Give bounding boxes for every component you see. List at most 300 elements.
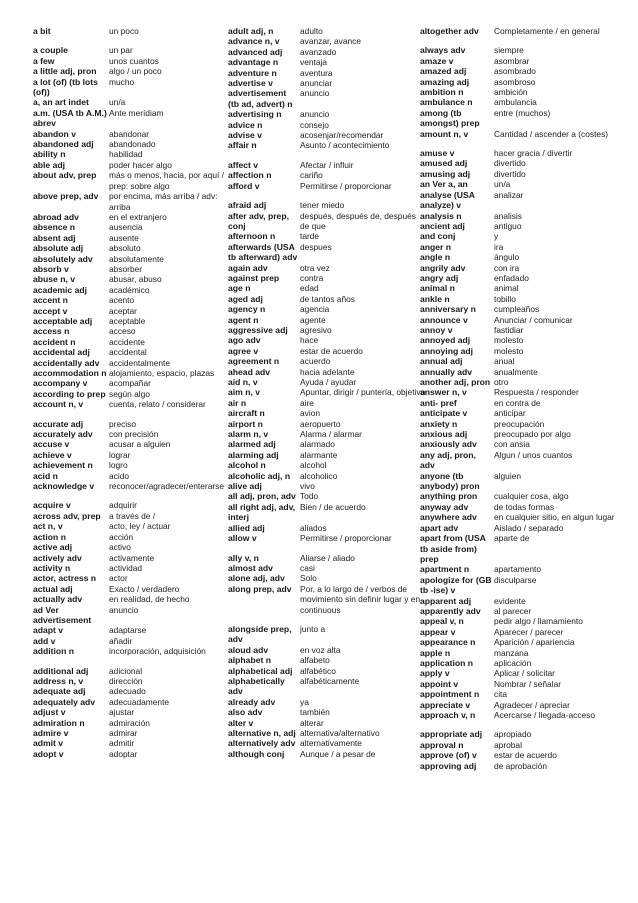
vocab-entry [33,326,233,336]
english-term: admire v [33,728,69,738]
vocab-entry [420,729,632,739]
english-term: amazed adj [420,66,467,77]
vocab-entry [33,368,233,378]
vocab-entry [228,450,426,460]
english-term: air n [228,397,247,408]
vocab-entry [420,356,632,366]
spanish-translation: cumpleaños [494,304,540,315]
vocabulary-column-3 [420,26,632,771]
section-gap [228,615,426,624]
spanish-translation: aventura [300,67,333,78]
vocab-entry [228,294,426,304]
vocab-entry [33,511,233,521]
spanish-translation: poder hacer algo [109,159,172,170]
vocab-entry [33,389,233,399]
english-term: ago adv [228,335,261,346]
english-term: abandoned adj [33,139,94,150]
spanish-translation: agencia [300,304,330,315]
vocab-entry [33,594,233,604]
english-term: alphabetically adv [228,675,285,697]
english-term: acid n [33,470,58,481]
english-term: analysis n [420,210,462,221]
english-term: agent n [228,314,259,325]
vocab-entry [33,285,233,295]
vocab-entry [228,491,426,501]
spanish-translation: acuerdo [300,356,331,367]
english-term: affair n [228,140,257,151]
spanish-translation: cuenta, relato / considerar [109,399,206,410]
spanish-translation: alcohol [300,460,327,471]
spanish-translation: asombrado [494,66,536,77]
english-term: afternoon n [228,231,276,242]
spanish-translation: Ayuda / ayudar [300,377,357,387]
english-term: aged adj [228,293,263,304]
vocab-entry [228,624,426,645]
english-term: amazing adj [420,76,470,87]
english-term: advertise v [228,78,273,89]
vocab-entry [33,45,233,55]
vocab-entry [33,337,233,347]
english-term: according to prep [33,388,106,399]
vocab-entry [228,283,426,293]
spanish-translation: agente [300,314,326,325]
vocab-entry [228,645,426,655]
vocab-entry [33,316,233,326]
vocab-entry [228,419,426,429]
vocab-entry [420,564,632,574]
english-term: agency n [228,304,266,315]
vocab-entry [420,66,632,76]
spanish-translation: agresivo [300,324,332,335]
vocab-entry [228,78,426,88]
spanish-translation: Nombrar / señalar [494,678,562,689]
spanish-translation: estar de acuerdo [494,750,557,761]
english-term: absent adj [33,232,76,243]
english-term: alcoholic adj, n [228,470,291,481]
english-term: again adv [228,262,268,273]
english-term: apartment n [420,564,470,575]
spanish-translation: actividad [109,562,143,573]
spanish-translation: apropiado [494,729,532,740]
spanish-translation: y [494,231,499,242]
vocab-entry [33,584,233,594]
spanish-translation: absoluto [109,243,141,254]
vocab-entry [228,398,426,408]
english-term: ad Ver advertisement [33,604,92,625]
vocab-entry [420,575,632,596]
vocab-entry [33,471,233,481]
vocab-entry [33,358,233,368]
english-term: actually adv [33,594,83,605]
english-term: admiration n [33,717,85,728]
english-term: anyone (tb anybody) pron [420,470,480,492]
spanish-translation: en realidad, de hecho [109,594,190,605]
english-term: a, an art indet [33,97,89,108]
english-term: anti- pref [420,397,457,408]
english-term: ankle n [420,293,450,304]
english-term: alarming adj [228,449,279,460]
spanish-translation: añadir [109,635,133,646]
vocab-entry [33,481,233,491]
spanish-translation: Permitirse / proporcionar [300,180,392,191]
vocab-entry [420,346,632,356]
english-term: a few [33,55,55,66]
english-term: accurate adj [33,418,84,429]
english-term: analyse (USA analyze) v [420,189,475,211]
spanish-translation: según algo [109,388,150,399]
spanish-translation: habilidad [109,149,143,160]
vocab-entry [33,26,233,36]
vocab-entry [228,460,426,470]
spanish-translation: acosenjar/recomendar [300,130,384,141]
spanish-translation: alfabeto [300,655,330,666]
spanish-translation: Cantidad / ascender a (costes) [494,128,609,139]
english-term: advice n [228,119,263,130]
vocab-entry [33,254,233,264]
english-term: achievement n [33,460,93,471]
spanish-translation: aceptar [109,305,137,316]
spanish-translation: siempre [494,45,524,56]
vocab-entry [228,408,426,418]
vocab-entry [228,728,426,738]
spanish-translation: Por, a lo largo de / verbos de movimiento sin definir lugar y en continuous [300,583,421,615]
english-term: apart from (USA tb aside from) prep [420,533,486,564]
english-term: adopt v [33,748,64,759]
vocab-entry [228,666,426,676]
english-term: aircraft n [228,408,265,419]
spanish-translation: un/a [109,97,126,108]
vocab-entry [33,707,233,717]
vocab-entry [420,491,632,501]
english-term: agree v [228,345,259,356]
english-term: abandon v [33,128,76,139]
vocab-entry [33,347,233,357]
vocab-entry [33,274,233,284]
english-term: also adv [228,707,263,718]
vocab-entry [228,200,426,210]
spanish-translation: anuncio [109,604,139,615]
vocab-entry [33,378,233,388]
english-term: absence n [33,222,76,233]
vocab-entry [228,707,426,717]
spanish-translation: dirección [109,675,143,686]
english-term: a couple [33,45,68,56]
vocab-entry [33,563,233,573]
vocab-entry [33,646,233,656]
spanish-translation: Todo [300,491,319,502]
vocab-entry [228,68,426,78]
spanish-translation: ventaja [300,57,328,68]
vocab-entry [33,419,233,429]
english-term: amaze v [420,55,454,66]
spanish-translation: acción [109,531,134,542]
spanish-translation: preciso [109,418,136,429]
vocab-entry [420,679,632,689]
vocab-entry [33,56,233,66]
spanish-translation: Respuesta / responder [494,387,579,398]
vocab-entry [33,718,233,728]
vocab-entry [228,315,426,325]
vocab-entry [420,304,632,314]
english-term: active adj [33,542,73,553]
vocab-entry [33,139,233,149]
vocab-entry [420,242,632,252]
english-term: anxiously adv [420,439,477,450]
spanish-translation: a través de / [109,510,156,521]
vocab-entry [33,500,233,510]
spanish-translation: alarmado [300,439,335,450]
english-term: an Ver a, an [420,179,468,190]
english-term: already adv [228,696,276,707]
english-term: ahead adv [228,366,271,377]
english-term: admit v [33,738,64,749]
spanish-translation: Algun / unos cuantos [494,449,573,460]
english-term: accuse v [33,439,70,450]
english-term: abroad adv [33,211,79,222]
spanish-translation: anual [494,356,515,367]
english-term: a little adj, pron [33,66,97,77]
english-term: approving adj [420,760,477,771]
english-term: anger n [420,241,452,252]
vocab-entry [420,387,632,397]
spanish-translation: Solo [300,573,317,584]
english-term: aid n, v [228,377,258,387]
spanish-translation: animal [494,283,519,294]
vocab-entry [420,263,632,273]
spanish-translation: ambición [494,87,528,98]
vocab-entry [420,190,632,211]
spanish-translation: ausencia [109,222,143,233]
spanish-translation: cualquier cosa, algo [494,491,569,502]
english-term: appreciate v [420,699,471,710]
spanish-translation: molesto [494,345,524,356]
spanish-translation: alternativamente [300,738,362,749]
english-term: add v [33,635,56,646]
spanish-translation: ya [300,696,309,707]
spanish-translation: consejo [300,119,329,130]
spanish-translation: enfadado [494,272,529,283]
vocab-entry [420,87,632,97]
spanish-translation: actor [109,573,128,584]
vocab-entry [33,676,233,686]
vocab-entry [33,749,233,759]
vocab-entry [420,750,632,760]
spanish-translation: un poco [109,26,139,36]
spanish-translation: asombroso [494,76,536,87]
spanish-translation: de todas formas [494,501,555,512]
vocab-entry [33,666,233,676]
vocab-entry [33,295,233,305]
vocab-entry [420,658,632,668]
english-term: about adv, prep [33,170,97,181]
spanish-translation: asombrar [494,55,530,66]
spanish-translation: analisis [494,210,522,221]
english-term: afford v [228,180,260,191]
spanish-translation: anuncio [300,109,330,120]
english-term: ambition n [420,87,464,98]
spanish-translation: Aparecer / parecer [494,626,564,637]
spanish-translation: accidental [109,347,147,358]
spanish-translation: absolutamente [109,253,164,264]
spanish-translation: abusar, abuso [109,274,162,285]
spanish-translation: de aprobación [494,760,548,771]
spanish-translation: aplicación [494,657,532,668]
spanish-translation: alojamiento, espacio, plazas [109,368,215,378]
english-term: annually adv [420,366,473,377]
spanish-translation: hacer gracia / divertir [494,148,573,159]
english-term: all right adj, adv, interj [228,501,296,523]
english-term: accurately adv [33,429,93,440]
english-term: annual adj [420,356,463,367]
english-term: acquire v [33,500,71,511]
english-term: adequately adv [33,696,96,707]
vocab-entry [33,129,233,139]
spanish-translation: activo [109,542,131,553]
spanish-translation: alfabéticamente [300,675,360,686]
spanish-translation: admitir [109,738,135,749]
english-term: alternative n, adj [228,728,296,738]
english-term: answer n, v [420,387,467,398]
english-term: anything pron [420,491,478,502]
english-term: a lot (of) (tb lots (of)) [33,76,98,98]
spanish-translation: preocupación [494,418,545,429]
vocab-entry [420,148,632,158]
vocab-entry [33,149,233,159]
spanish-translation: Afectar / influir [300,159,354,170]
english-term: alphabet n [228,655,271,666]
vocab-entry [420,471,632,492]
spanish-translation: acompañar [109,378,151,389]
spanish-translation: lograr [109,449,131,460]
section-gap [33,36,233,45]
spanish-translation: Ante merídiam [109,107,164,118]
english-term: aloud adv [228,644,269,655]
vocab-entry [420,408,632,418]
vocab-entry [420,627,632,637]
spanish-translation: unos cuantos [109,55,159,66]
english-term: alphabetical adj [228,665,293,676]
vocab-entry [420,450,632,471]
spanish-translation: anuncio [300,88,330,99]
vocab-entry [228,655,426,665]
vocab-entry [420,606,632,616]
vocab-entry [228,26,426,36]
vocab-entry [33,160,233,170]
english-term: ability n [33,149,66,160]
spanish-translation: con precisión [109,429,159,440]
english-term: apparently adv [420,605,481,616]
english-term: adjust v [33,707,66,718]
vocab-entry [228,346,426,356]
vocab-entry [420,616,632,626]
vocab-entry [33,625,233,635]
spanish-translation: al parecer [494,605,532,616]
vocab-entry [33,222,233,232]
vocab-entry [420,294,632,304]
vocab-entry [420,689,632,699]
spanish-translation: avion [300,408,321,419]
spanish-translation: Aparición / apariencia [494,637,575,648]
vocab-entry [228,502,426,523]
vocab-entry [420,377,632,387]
spanish-translation: ausente [109,232,139,243]
vocab-entry [228,109,426,119]
spanish-translation: alguien [494,470,522,481]
english-term: against prep [228,272,280,283]
english-term: apart adv [420,522,459,533]
spanish-translation: Alarma / alarmar [300,429,362,440]
english-term: amused adj [420,158,468,169]
section-gap [420,36,632,45]
vocab-entry [228,718,426,728]
english-term: ambulance n [420,97,473,108]
english-term: annoy v [420,324,453,335]
spanish-translation: alcoholico [300,470,338,481]
english-term: altogether adv [420,26,479,36]
english-term: although conj [228,748,285,759]
spanish-translation: tener miedo [300,200,345,211]
spanish-translation: avanzar, avance [300,36,361,47]
english-term: acceptable adj [33,315,93,326]
english-term: any adj, pron, adv [420,449,476,471]
vocab-entry [33,728,233,738]
english-term: advertisement (tb ad, advert) n [228,88,293,109]
spanish-translation: Aliarse / aliado [300,552,355,563]
section-gap [33,410,233,419]
spanish-translation: un par [109,45,133,56]
vocabulary-column-2 [228,26,426,759]
english-term: actor, actress n [33,573,97,584]
vocab-entry [33,97,233,107]
vocab-entry [420,211,632,221]
vocab-entry [228,481,426,491]
english-term: among (tb amongst) prep [420,107,480,129]
spanish-translation: pedir algo / llamamiento [494,616,583,627]
vocab-entry [33,306,233,316]
vocab-entry [33,77,233,98]
vocab-entry [33,243,233,253]
spanish-translation: ira [494,241,504,252]
spanish-translation: otra vez [300,262,330,273]
vocab-entry [33,542,233,552]
spanish-translation: otro [494,377,509,387]
spanish-translation: anticipar [494,408,526,419]
section-gap [228,191,426,200]
english-term: alarmed adj [228,439,276,450]
vocab-entry [228,356,426,366]
vocab-entry [420,637,632,647]
section-gap [420,720,632,729]
english-term: and conj [420,231,456,242]
spanish-translation: Anunciar / comunicar [494,314,573,325]
english-term: amount n, v [420,128,469,139]
spanish-translation: abandonar [109,128,150,139]
vocab-entry [420,97,632,107]
spanish-translation: adquirir [109,500,137,511]
english-term: appear v [420,626,456,637]
english-term: advantage n [228,57,279,68]
english-term: accident n [33,336,76,347]
vocab-entry [228,273,426,283]
spanish-translation: Exacto / verdadero [109,583,180,594]
vocab-entry [228,325,426,335]
english-term: a.m. (USA tb A.M.) abrev [33,107,107,129]
english-term: age n [228,283,251,294]
spanish-translation: en el extranjero [109,211,167,222]
vocab-entry [420,710,632,720]
spanish-translation: acido [109,470,130,481]
spanish-translation: manzana [494,647,529,658]
